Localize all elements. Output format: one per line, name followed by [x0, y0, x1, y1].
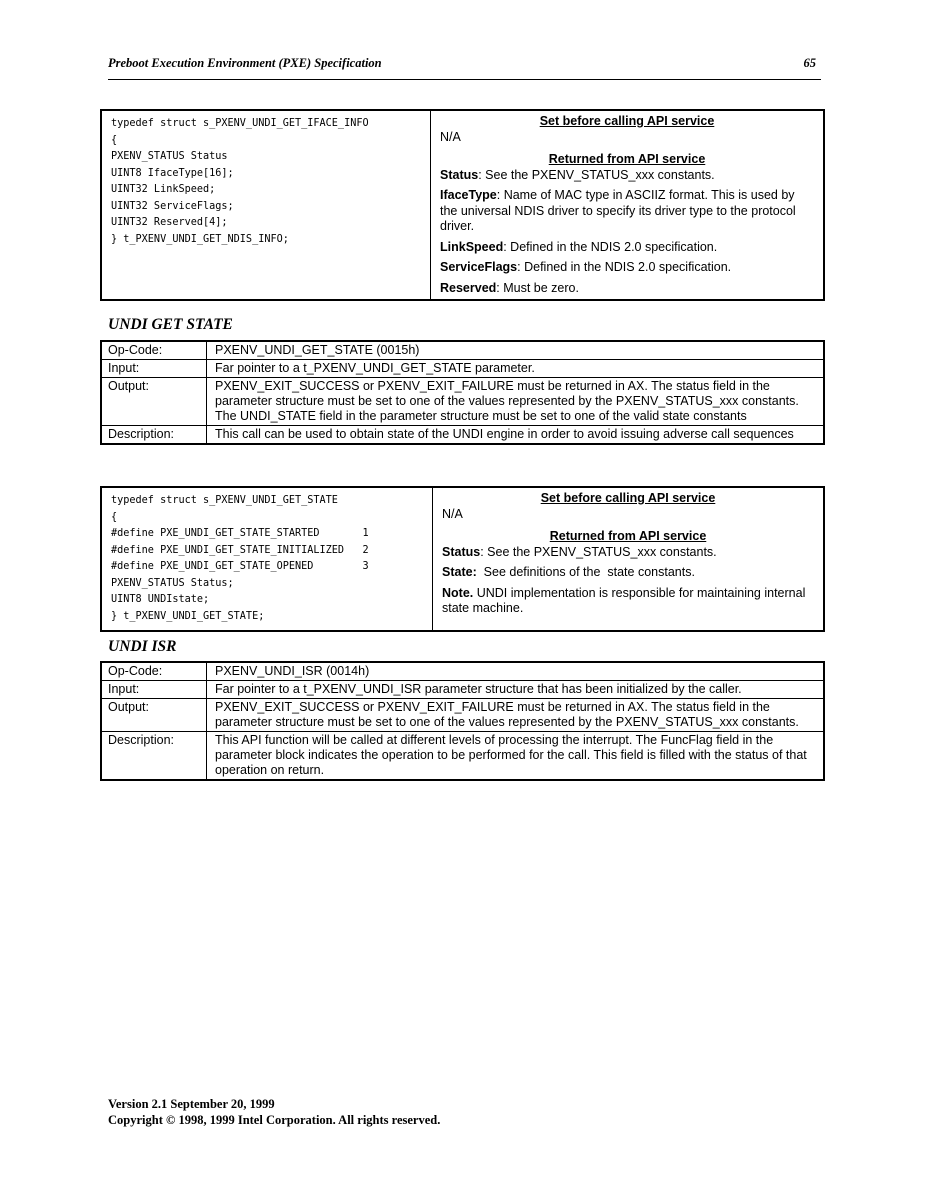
document-title: Preboot Execution Environment (PXE) Specification [108, 56, 382, 70]
code-line: typedef struct s_PXENV_UNDI_GET_STATE [111, 495, 338, 506]
code-line: #define PXE_UNDI_GET_STATE_INITIALIZED 2 [111, 544, 369, 556]
struct-description [432, 112, 822, 298]
struct-code [103, 489, 431, 629]
row-value: Far pointer to a t_PXENV_UNDI_GET_STATE parameter. [207, 360, 825, 378]
row-value: PXENV_EXIT_SUCCESS or PXENV_EXIT_FAILURE must be returned in AX. The status field in the parameter structure must be set to one of the values represented by the PXENV_STATUS_xxx constants. The UNDI_STATE field in the parameter structure must be set to one of the valid state constants [207, 378, 825, 426]
code-line: PXENV_STATUS Status; [111, 577, 234, 589]
table-row [101, 360, 824, 378]
struct-code-cell [101, 110, 431, 300]
row-value: Far pointer to a t_PXENV_UNDI_ISR parameter structure that has been initialized by the caller. [207, 681, 825, 699]
table-row [101, 662, 824, 681]
row-label: Input: [101, 681, 207, 699]
code-line: UINT32 Reserved[4]; [111, 217, 228, 228]
row-value: PXENV_EXIT_SUCCESS or PXENV_EXIT_FAILURE must be returned in AX. The status field in the parameter structure must be set to one of the values represented by the PXENV_STATUS_xxx constants. [207, 699, 825, 732]
set-before-heading: Set before calling API service [539, 114, 715, 128]
code-line: UINT8 IfaceType[16]; [111, 167, 234, 179]
returned-heading: Returned from API service [548, 152, 706, 166]
get-state-table [100, 340, 825, 445]
set-before-value: N/A [440, 129, 461, 144]
page-header [108, 55, 821, 80]
section-title-get-state: UNDI GET STATE [108, 316, 233, 333]
row-label: Op-Code: [101, 341, 207, 360]
field-status: Status: See the PXENV_STATUS_xxx constants. [440, 167, 715, 182]
struct-description-cell [431, 110, 825, 300]
table-row [101, 426, 824, 445]
table-row [101, 732, 824, 781]
struct-code [103, 112, 429, 252]
iface-info-struct-table [100, 109, 825, 301]
field-reserved: Reserved: Must be zero. [440, 280, 579, 295]
row-value: PXENV_UNDI_ISR (0014h) [207, 662, 825, 681]
field-serviceflags: ServiceFlags: Defined in the NDIS 2.0 specification. [440, 260, 732, 274]
code-line: PXENV_STATUS Status [111, 151, 228, 162]
set-before-value: N/A [442, 506, 463, 521]
field-state: State: See definitions of the state constants. [442, 565, 695, 579]
code-line: UINT32 ServiceFlags; [111, 200, 234, 212]
struct-description-cell [433, 487, 825, 631]
row-label: Output: [101, 378, 207, 426]
code-line: { [111, 511, 118, 523]
set-before-heading: Set before calling API service [540, 491, 716, 505]
field-ifacetype: IfaceType: Name of MAC type in ASCIIZ format. This is used by the universal NDIS driver to specify its driver type to the protocol driver. [440, 188, 796, 233]
code-line: UINT8 UNDIstate; [111, 594, 210, 605]
table-row [101, 341, 824, 360]
page-number: 65 [803, 56, 816, 70]
returned-heading: Returned from API service [549, 529, 707, 543]
code-line: typedef struct s_PXENV_UNDI_GET_IFACE_INFO [111, 118, 369, 129]
row-label: Input: [101, 360, 207, 378]
copyright-line: Copyright © 1998, 1999 Intel Corporation. All rights reserved. [108, 1113, 441, 1127]
field-status: Status: See the PXENV_STATUS_xxx constants. [442, 544, 717, 559]
code-line: #define PXE_UNDI_GET_STATE_STARTED 1 [111, 528, 369, 539]
code-line: } t_PXENV_UNDI_GET_NDIS_INFO; [111, 233, 289, 245]
struct-description [434, 489, 822, 619]
row-value: This API function will be called at different levels of processing the interrupt. The FuncFlag field in the parameter block indicates the operation to be performed for the call. This field is filled with the status of that operation on return. [207, 732, 825, 781]
row-value: PXENV_UNDI_GET_STATE (0015h) [207, 341, 825, 360]
code-line: UINT32 LinkSpeed; [111, 184, 216, 195]
row-label: Description: [101, 732, 207, 781]
code-line: } t_PXENV_UNDI_GET_STATE; [111, 610, 265, 622]
version-line: Version 2.1 September 20, 1999 [108, 1097, 275, 1111]
struct-code-cell [101, 487, 433, 631]
code-line: { [111, 134, 118, 146]
row-label: Op-Code: [101, 662, 207, 681]
row-label: Output: [101, 699, 207, 732]
section-title-isr: UNDI ISR [108, 638, 177, 655]
row-label: Description: [101, 426, 207, 445]
table-row [101, 681, 824, 699]
field-linkspeed: LinkSpeed: Defined in the NDIS 2.0 specification. [440, 239, 718, 254]
page-footer [108, 1096, 440, 1128]
table-row [101, 699, 824, 732]
get-state-struct-table [100, 486, 825, 632]
field-note: Note. UNDI implementation is responsible for maintaining internal state machine. [442, 585, 806, 615]
code-line: #define PXE_UNDI_GET_STATE_OPENED 3 [111, 561, 369, 572]
row-value: This call can be used to obtain state of the UNDI engine in order to avoid issuing adverse call sequences [207, 426, 825, 445]
isr-table [100, 661, 825, 781]
table-row [101, 378, 824, 426]
